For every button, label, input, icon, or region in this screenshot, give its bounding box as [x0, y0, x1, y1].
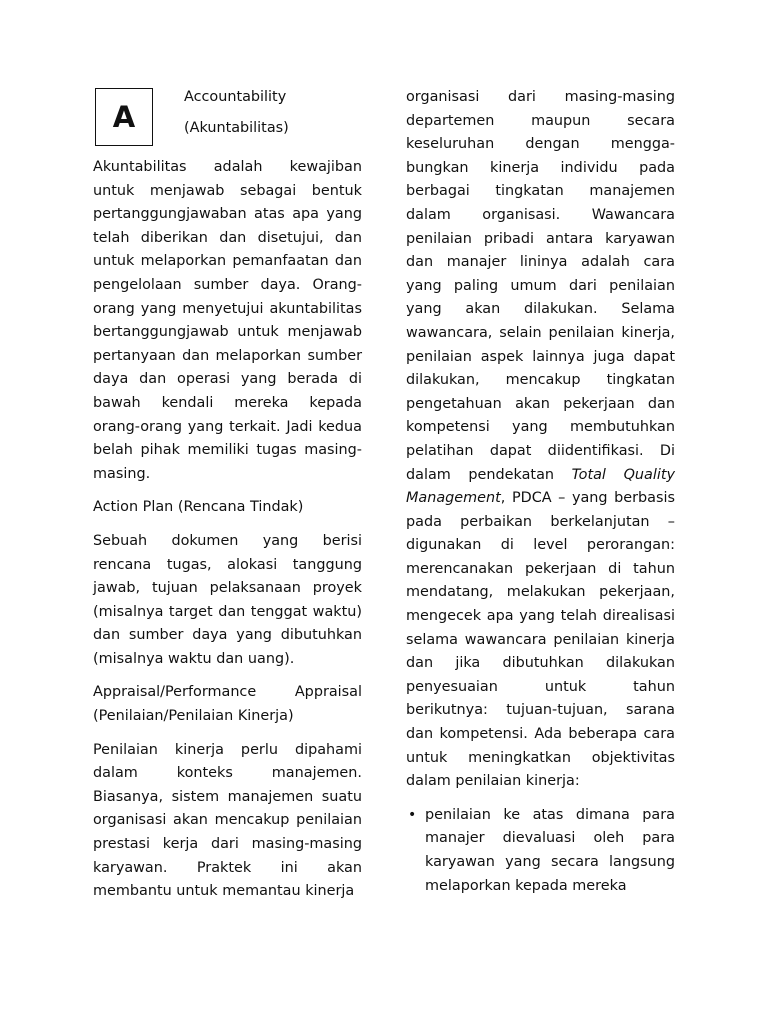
- section-letter-box: A: [95, 88, 153, 146]
- heading-appraisal: Appraisal/Performance Appraisal (Penilaian/Penilaian Kinerja): [93, 684, 362, 725]
- list-item: [406, 804, 675, 898]
- paragraph-text-2: , PDCA – yang berbasis pada perbaikan berkelanjutan – digunakan di level perorangan: merencanakan pekerjaan di tahun mendatang, melakukan pekerjaan, mengecek apa yang telah direalisasi selama wawancara penilaian kinerja dan jika dibutuhkan dilakukan penyesuaian untuk tahun berikutnya: tujuan-tujuan, sarana dan kompetensi. Ada beberapa cara untuk meningkatkan objektivitas dalam penilaian kinerja:: [406, 490, 675, 790]
- bullet-icon: •: [408, 806, 417, 823]
- paragraph-text-1: organisasi dari masing-masing departemen maupun secara keseluruhan dengan mengga-bungkan kinerja individu pada berbagai tingkatan manajemen dalam organisasi. Wawancara penilaian pribadi antara karyawan dan manajer lininya adalah cara yang paling umum dari penilaian yang akan dilakukan. Selama wawancara, selain penilaian kinerja, penilaian aspek lainnya juga dapat dilakukan, mencakup tingkatan pengetahuan akan pekerjaan dan kompetensi yang membutuhkan pelatihan dapat diidentifikasi. Di dalam pendekatan: [406, 89, 675, 483]
- right-column: [406, 86, 675, 898]
- entry-header: [93, 86, 362, 156]
- entry-title-id: (Akuntabilitas): [184, 119, 289, 136]
- heading-action-plan: Action Plan (Rencana Tindak): [93, 499, 304, 516]
- tqm-term: Total Quality Management: [406, 466, 675, 507]
- paragraph-action-plan: Sebuah dokumen yang berisi rencana tugas, alokasi tanggung jawab, tujuan pelaksanaan proyek (misalnya target dan tenggat waktu) dan sumber daya yang dibutuhkan (misalnya waktu dan uang).: [93, 532, 362, 667]
- list-item-text: penilaian ke atas dimana para manajer dievaluasi oleh para karyawan yang secara langsung melaporkan kepada mereka: [425, 806, 675, 894]
- paragraph-appraisal: Penilaian kinerja perlu dipahami dalam konteks manajemen. Biasanya, sistem manajemen suatu organisasi akan mencakup penilaian prestasi kerja dari masing-masing karyawan. Praktek ini akan membantu untuk memantau kinerja: [93, 741, 362, 900]
- left-column: [93, 86, 362, 904]
- paragraph-appraisal-continued: [406, 86, 675, 794]
- bullet-list: [406, 804, 675, 898]
- entry-title-en: Accountability: [184, 89, 287, 105]
- entry-titles: [184, 86, 289, 140]
- paragraph-akuntabilitas: Akuntabilitas adalah kewajiban untuk menjawab sebagai bentuk pertanggungjawaban atas apa yang telah diberikan dan disetujui, dan untuk melaporkan pemanfaatan dan pengelolaan sumber daya. Orang-orang yang menyetujui akuntabilitas bertanggungjawab untuk menjawab pertanyaan dan melaporkan sumber daya dan operasi yang berada di bawah kendali mereka kepada orang-orang yang terkait. Jadi kedua belah pihak memiliki tugas masing-masing.: [93, 159, 362, 482]
